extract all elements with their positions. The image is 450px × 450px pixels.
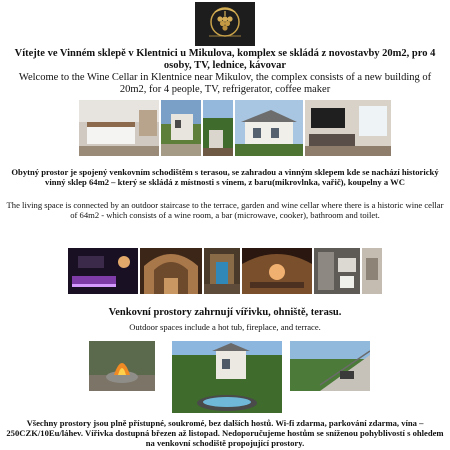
space-text-en: The living space is connected by an outdoor staircase to the terrace, garden and wine cellar where there is a historic wine cellar of 64m2 - which consists of a wine room, a bar (microwave, cooker), bathroom and toilet.	[6, 200, 444, 220]
photo-cellar-vault	[140, 248, 202, 294]
outdoor-text-en: Outdoor spaces include a hot tub, fireplace, and terrace.	[129, 322, 321, 332]
intro-title-cz: Vítejte ve Vinném sklepě v Klentnici u Mikulova, komplex se skládá z novostavby 20m2, pro 4 osoby, TV, lednice, kávovar	[14, 48, 436, 71]
photo-bathroom	[314, 248, 360, 294]
photo-cellar-detail	[362, 248, 382, 294]
photo-house-exterior	[235, 100, 303, 156]
photo-terrace-1	[161, 100, 201, 156]
photo-garden-1	[203, 100, 233, 156]
photo-cellar-corridor	[204, 248, 240, 294]
outdoor-title-cz: Venkovní prostory zahrnují vířivku, ohniště, terasu.	[108, 307, 342, 318]
space-text-cz: Obytný prostor je spojený venkovním schodištěm s terasou, se zahradou a vinným sklepem kde se nachází historický vinný sklep 64m2 – který se skládá z místnosti s vínem, z baru(mikrovlnka, vařič), koupelny a WC	[11, 167, 439, 187]
footer-text-cz: Všechny prostory jsou plně přístupné, soukromé, bez dalších hostů. Wi-fi zdarma, parkování zdarma, vína – 250CZK/10Eu/láhev. Vířivka dostupná březen až listopad. Nedoporučujeme hostům se sníženou pohyblivostí s ohledem na venkovní schodiště propojující prostory.	[6, 418, 444, 448]
photo-terrace-2	[290, 341, 370, 391]
intro-text-en: Welcome to the Wine Cellar in Klentnice near Mikulov, the complex consists of a new building of 20m2, for 4 people, TV, refrigerator, coffee maker	[18, 72, 432, 95]
photo-fireplace	[89, 341, 155, 391]
grape-cluster-icon	[195, 2, 255, 46]
photo-cellar-bar	[68, 248, 138, 294]
photo-living-room	[305, 100, 391, 156]
photo-hot-tub	[172, 341, 282, 413]
photo-bedroom-1	[79, 100, 159, 156]
photo-cellar-wine-room	[242, 248, 312, 294]
logo	[195, 2, 255, 46]
